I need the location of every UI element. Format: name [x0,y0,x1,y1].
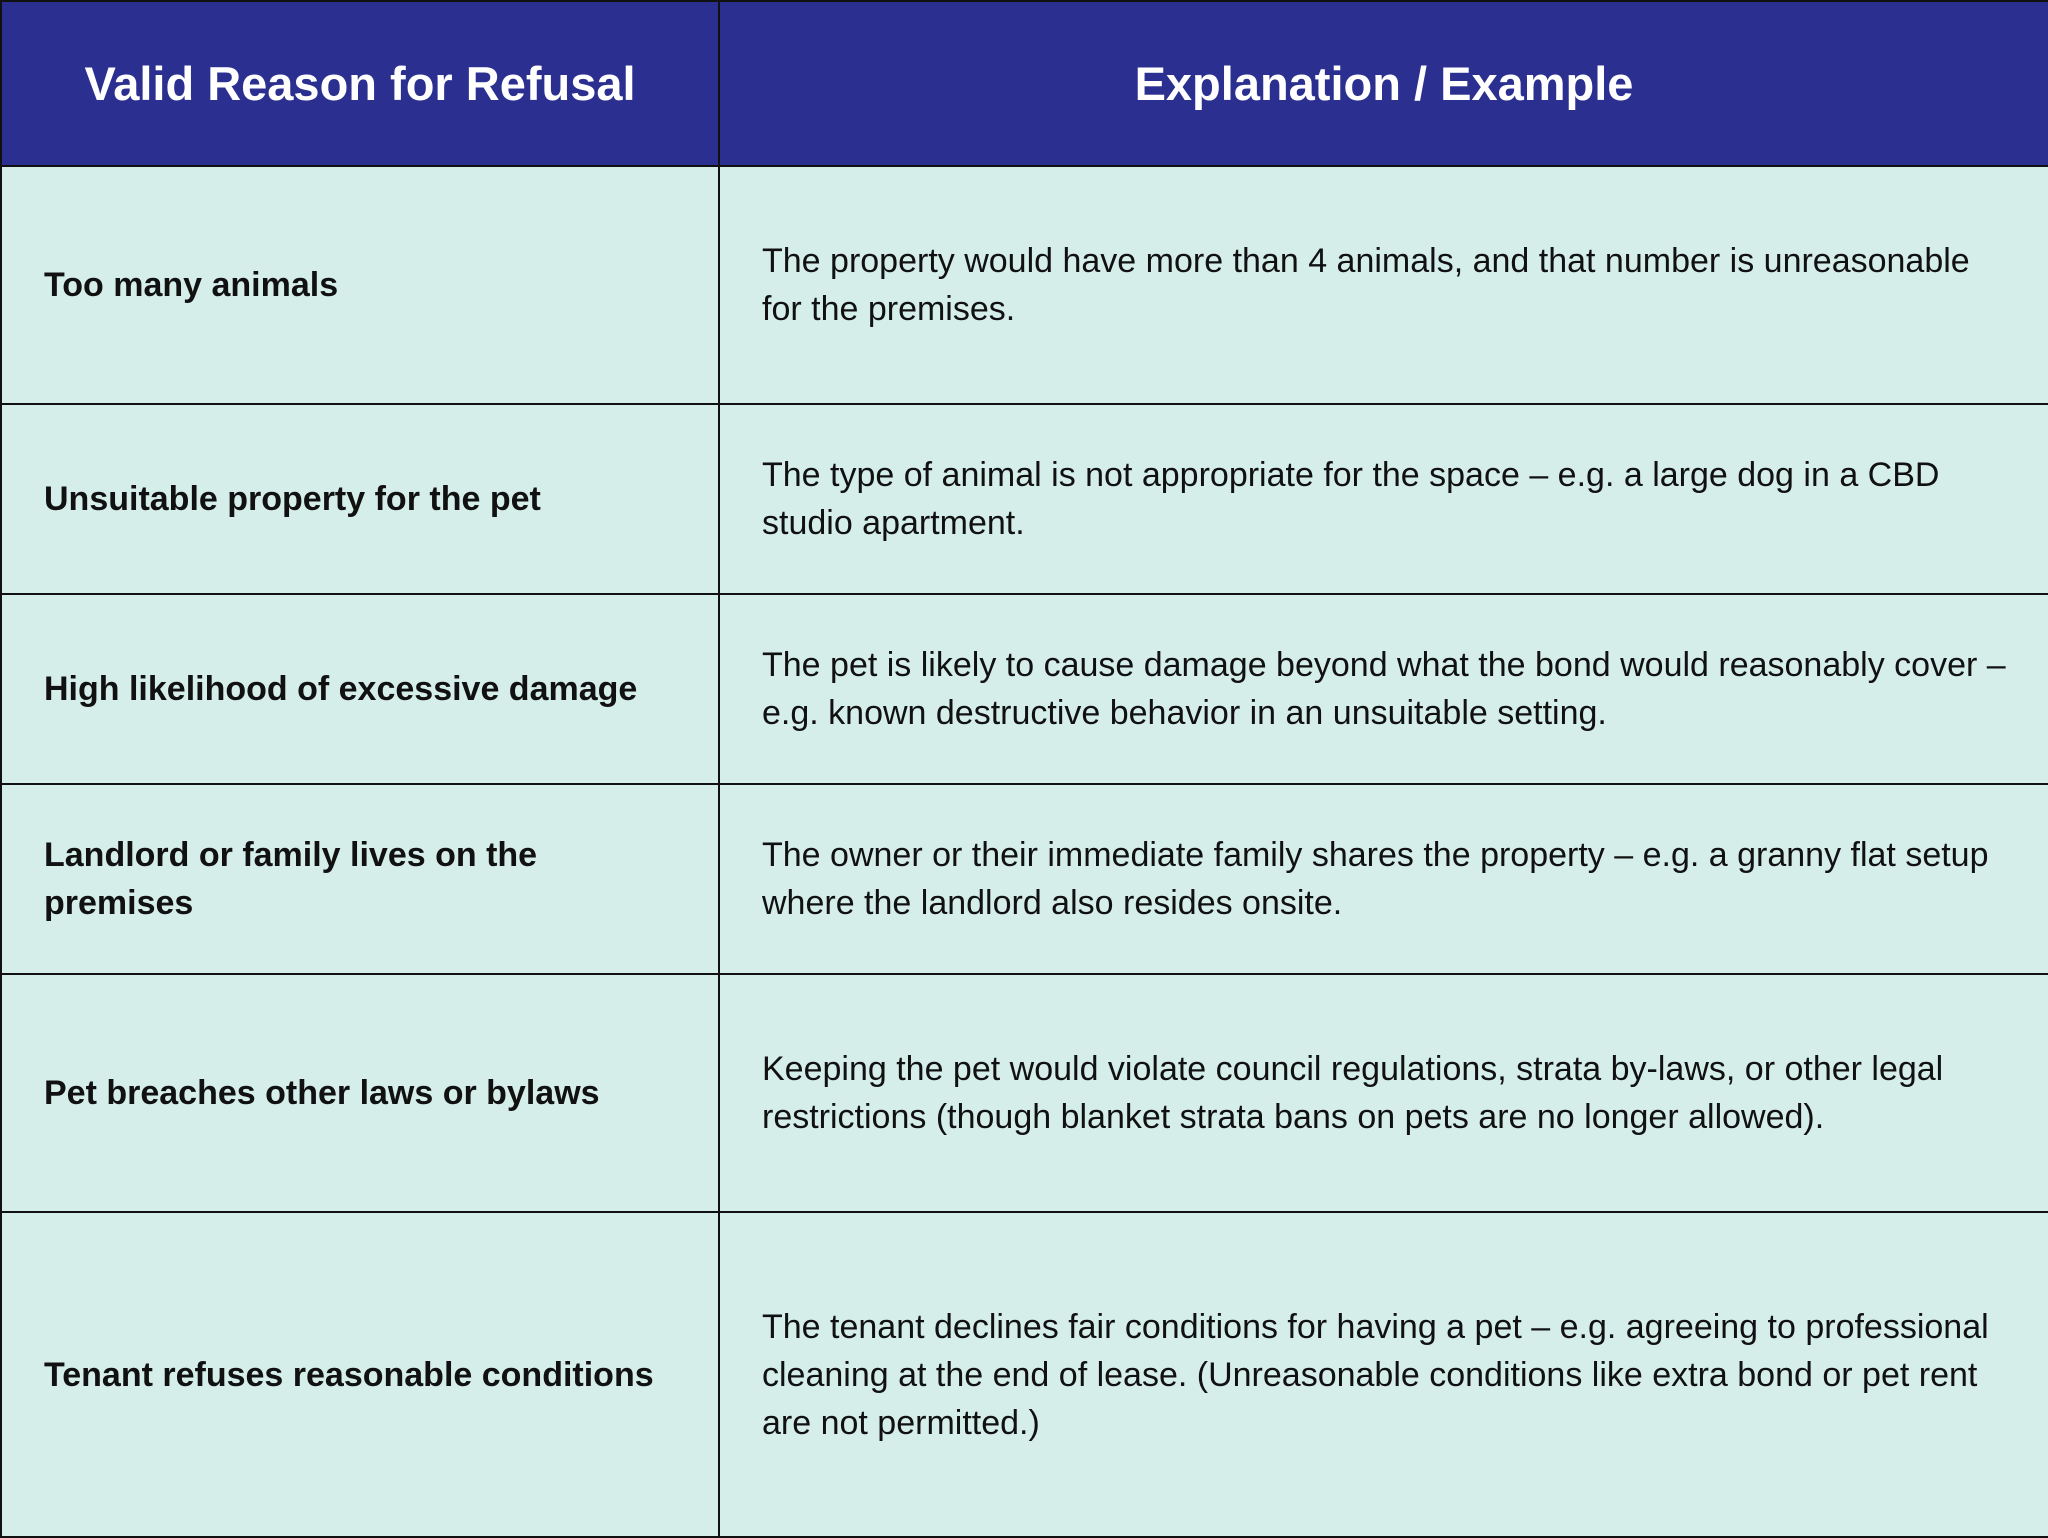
table-row [1,404,2048,594]
explanation-cell: The type of animal is not appropriate for the space – e.g. a large dog in a CBD studio apartment. [719,404,2048,594]
explanation-cell: The pet is likely to cause damage beyond what the bond would reasonably cover – e.g. known destructive behavior in an unsuitable setting. [719,594,2048,784]
column-header-reason: Valid Reason for Refusal [1,1,719,166]
table-row [1,166,2048,404]
table-header [1,1,2048,166]
explanation-cell: The owner or their immediate family shares the property – e.g. a granny flat setup where the landlord also resides onsite. [719,784,2048,974]
reason-cell: Too many animals [1,166,719,404]
reason-cell: Unsuitable property for the pet [1,404,719,594]
table-row [1,784,2048,974]
table-row [1,1212,2048,1537]
explanation-cell: Keeping the pet would violate council regulations, strata by-laws, or other legal restrictions (though blanket strata bans on pets are no longer allowed). [719,974,2048,1212]
table-body [1,166,2048,1537]
explanation-cell: The tenant declines fair conditions for having a pet – e.g. agreeing to professional cleaning at the end of lease. (Unreasonable conditions like extra bond or pet rent are not permitted.) [719,1212,2048,1537]
explanation-cell: The property would have more than 4 animals, and that number is unreasonable for the premises. [719,166,2048,404]
header-row [1,1,2048,166]
reason-cell: Tenant refuses reasonable conditions [1,1212,719,1537]
table-row [1,594,2048,784]
reason-cell: Pet breaches other laws or bylaws [1,974,719,1212]
table-row [1,974,2048,1212]
reason-cell: Landlord or family lives on the premises [1,784,719,974]
reason-cell: High likelihood of excessive damage [1,594,719,784]
column-header-explanation: Explanation / Example [719,1,2048,166]
